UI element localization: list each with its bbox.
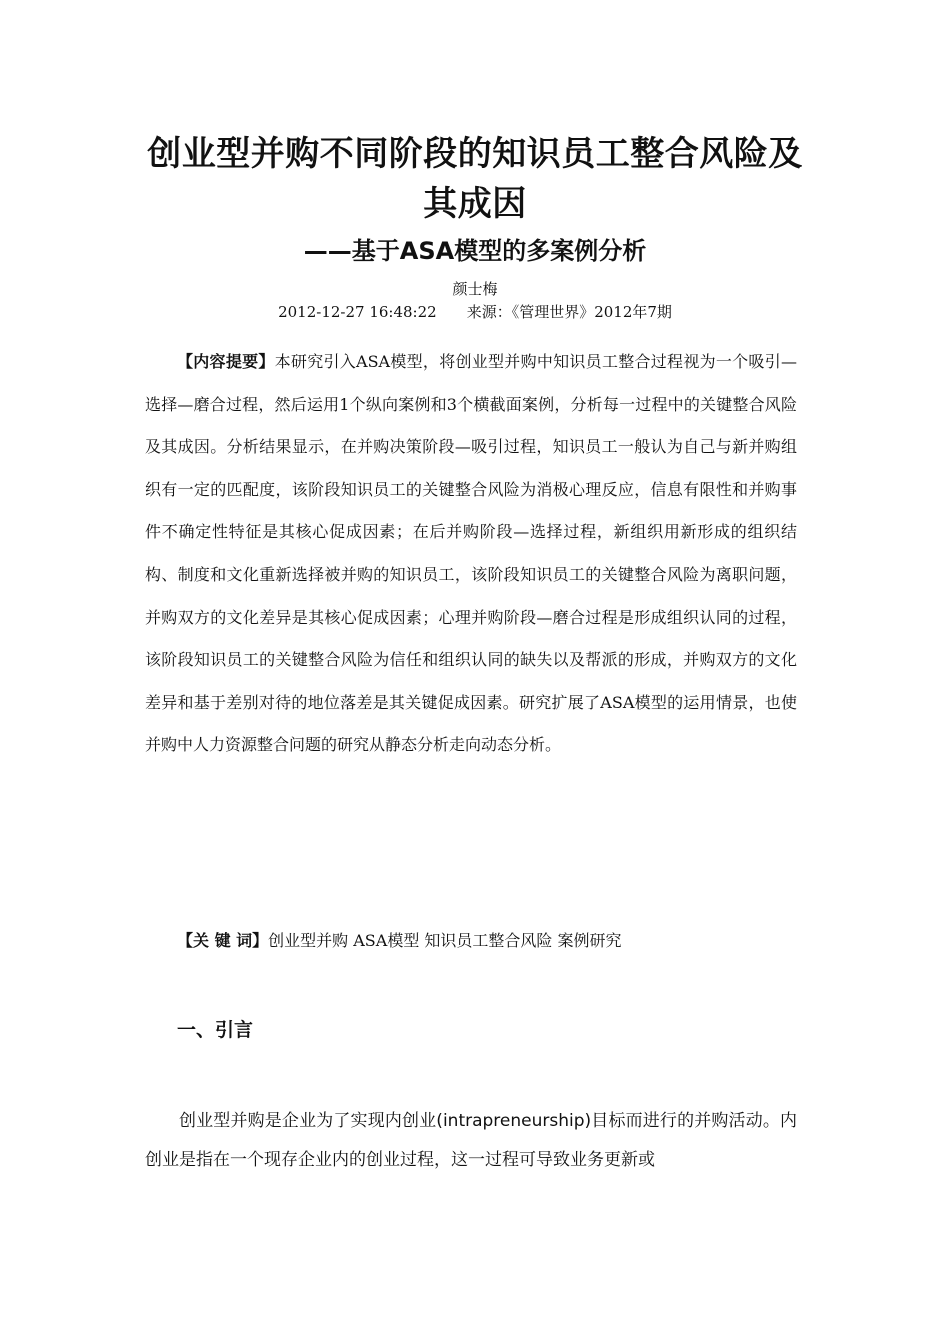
article-title-line1: 创业型并购不同阶段的知识员工整合风险及: [147, 134, 803, 174]
section-heading-introduction: 一、引言: [177, 1019, 254, 1041]
keywords-line: [177, 925, 817, 957]
author-name: 颜士梅: [452, 280, 498, 298]
introduction-paragraph: 创业型并购是企业为了实现内创业(intrapreneurship)目标而进行的并购活动。内创业是指在一个现存企业内的创业过程，这一过程可导致业务更新或: [145, 1111, 797, 1170]
abstract-label: 【内容提要】: [177, 352, 275, 371]
keywords-label: 【关 键 词】: [177, 931, 269, 950]
publication-source: 来源：《管理世界》2012年7期: [466, 303, 672, 321]
keywords-text: 创业型并购 ASA模型 知识员工整合风险 案例研究: [268, 931, 622, 950]
abstract-text: 本研究引入ASA模型，将创业型并购中知识员工整合过程视为一个吸引—选择—磨合过程，然后运用1个纵向案例和3个横截面案例，分析每一过程中的关键整合风险及其成因。分析结果显示，在并购决策阶段—吸引过程，知识员工一般认为自己与新并购组织有一定的匹配度，该阶段知识员工的关键整合风险为消极心理反应，信息有限性和并购事件不确定性特征是其核心促成因素；在后并购阶段—选择过程，新组织用新形成的组织结构、制度和文化重新选择被并购的知识员工，该阶段知识员工的关键整合风险为离职问题，并购双方的文化差异是其核心促成因素；心理并购阶段—磨合过程是形成组织认同的过程，该阶段知识员工的关键整合风险为信任和组织认同的缺失以及帮派的形成，并购双方的文化差异和基于差别对待的地位落差是其关键促成因素。研究扩展了ASA模型的运用情景，也使并购中人力资源整合问题的研究从静态分析走向动态分析。: [145, 352, 797, 755]
article-subtitle: ——基于ASA模型的多案例分析: [303, 237, 647, 265]
publish-date: 2012-12-27 16:48:22: [278, 303, 437, 321]
article-title-line2: 其成因: [423, 184, 527, 224]
publication-meta: [0, 302, 950, 322]
abstract-paragraph: [145, 341, 797, 767]
